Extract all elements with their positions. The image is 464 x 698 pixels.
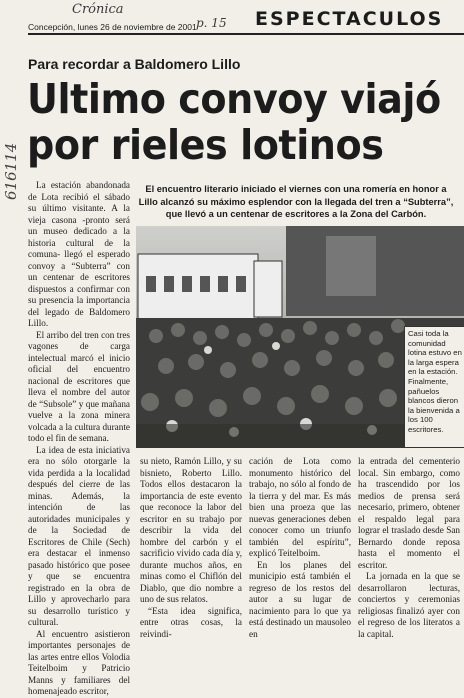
article-column-3 xyxy=(249,456,351,640)
kicker: Para recordar a Baldomero Lillo xyxy=(28,56,241,72)
handwritten-source-note: Crónica xyxy=(72,2,124,17)
article-column-2 xyxy=(140,456,242,640)
headline xyxy=(27,76,464,168)
deck: El encuentro literario iniciado el viernes con una romería en honor a Lillo alcanzó su máximo esplendor con la llegada del tren a “Subterra”, que llevó a un centenar de escritores a la Zona del Carbón. xyxy=(138,184,454,219)
section-title: ESPECTACULOS xyxy=(255,8,444,30)
paragraph: La jornada en la que se desarrollaron lecturas, conciertos y ceremonias religiosas finalizó ayer con el regreso de los literatos a la capital. xyxy=(358,571,460,639)
headline-line-1: Ultimo convoy viajó xyxy=(27,75,441,123)
headline-line-2: por rieles lotinos xyxy=(27,121,384,169)
paragraph: Al encuentro asistieron importantes personajes de las artes entre ellos Volodia Teitelboim y Patricio Manns y familiares del homenajeado escritor, xyxy=(28,628,130,696)
dateline: Concepción, lunes 26 de noviembre de 2001 xyxy=(28,22,197,32)
margin-handwritten-number: 616114 xyxy=(2,142,20,200)
paragraph: En los planes del municipio está también el regreso de los restos del autor a su lugar de nacimiento para lo que ya está destinado un mausoleo en xyxy=(249,559,351,639)
header-rule xyxy=(28,33,464,35)
paragraph: cación de Lota como monumento histórico del trabajo, no sólo al fondo de la tierra y del mar. Es más bien una proeza que las nuevas generaciones deben conocer como un triunfo también del espíritu”, explicó Teitelboim. xyxy=(249,456,351,558)
photo-caption: Casi toda la comunidad lotina estuvo en la larga espera en la estación. Finalmente, pañuelos blancos dieron la bienvenida a los 100 escritores. xyxy=(404,326,464,448)
paragraph: la entrada del cementerio local. Sin embargo, como ha trascendido por los medios de prensa será necesario, primero, obtener el respaldo legal para lograr el traslado desde San Bernardo donde reposa hasta el momento el escritor. xyxy=(358,456,460,570)
paragraph: La estación abandonada de Lota recibió el sábado su último visitante. A la vieja casona -pronto será un museo dedicado a la historia cultural de la comuna- llegó el esperado convoy a “Subterra” con un centenar de escritores dispuestos a confirmar con su presencia la importancia del legado de Baldomero Lillo. xyxy=(28,180,130,328)
paragraph: “Esta idea significa, entre otras cosas, la reivindi- xyxy=(140,605,242,639)
handwritten-page-note: p. 15 xyxy=(196,16,227,30)
paragraph: su nieto, Ramón Lillo, y su bisnieto, Roberto Lillo. Todos ellos destacaron la importancia de este evento que reconoce la labor del escritor en su trabajo por describir la vida del hombre del carbón y el sacrificio vivido cada día y, durante muchos años, en minas como el Chiflón del Diablo, que dio nombre a uno de sus relatos. xyxy=(140,456,242,604)
article-column-4 xyxy=(358,456,460,640)
paragraph: La idea de esta iniciativa era no sólo otorgarle la vida perdida a la localidad después del cierre de las minas. Además, la intención de las autoridades municipales y de la Sociedad de Escritores de Chile (Sech) era destacar el inmenso pasado histórico que posee y que se encuentra registrado en la obra de Lillo y aprovecharlo para su desarrollo turístico y cultural. xyxy=(28,444,130,627)
article-column-1 xyxy=(28,180,130,698)
paragraph: El arribo del tren con tres vagones de carga intelectual marcó el inicio oficial del encuentro nacional de escritores que lleva el nombre del autor de “Subsole” y que mañana vuelve a la zona minera volcada a la cultura durante todo el fin de semana. xyxy=(28,329,130,443)
